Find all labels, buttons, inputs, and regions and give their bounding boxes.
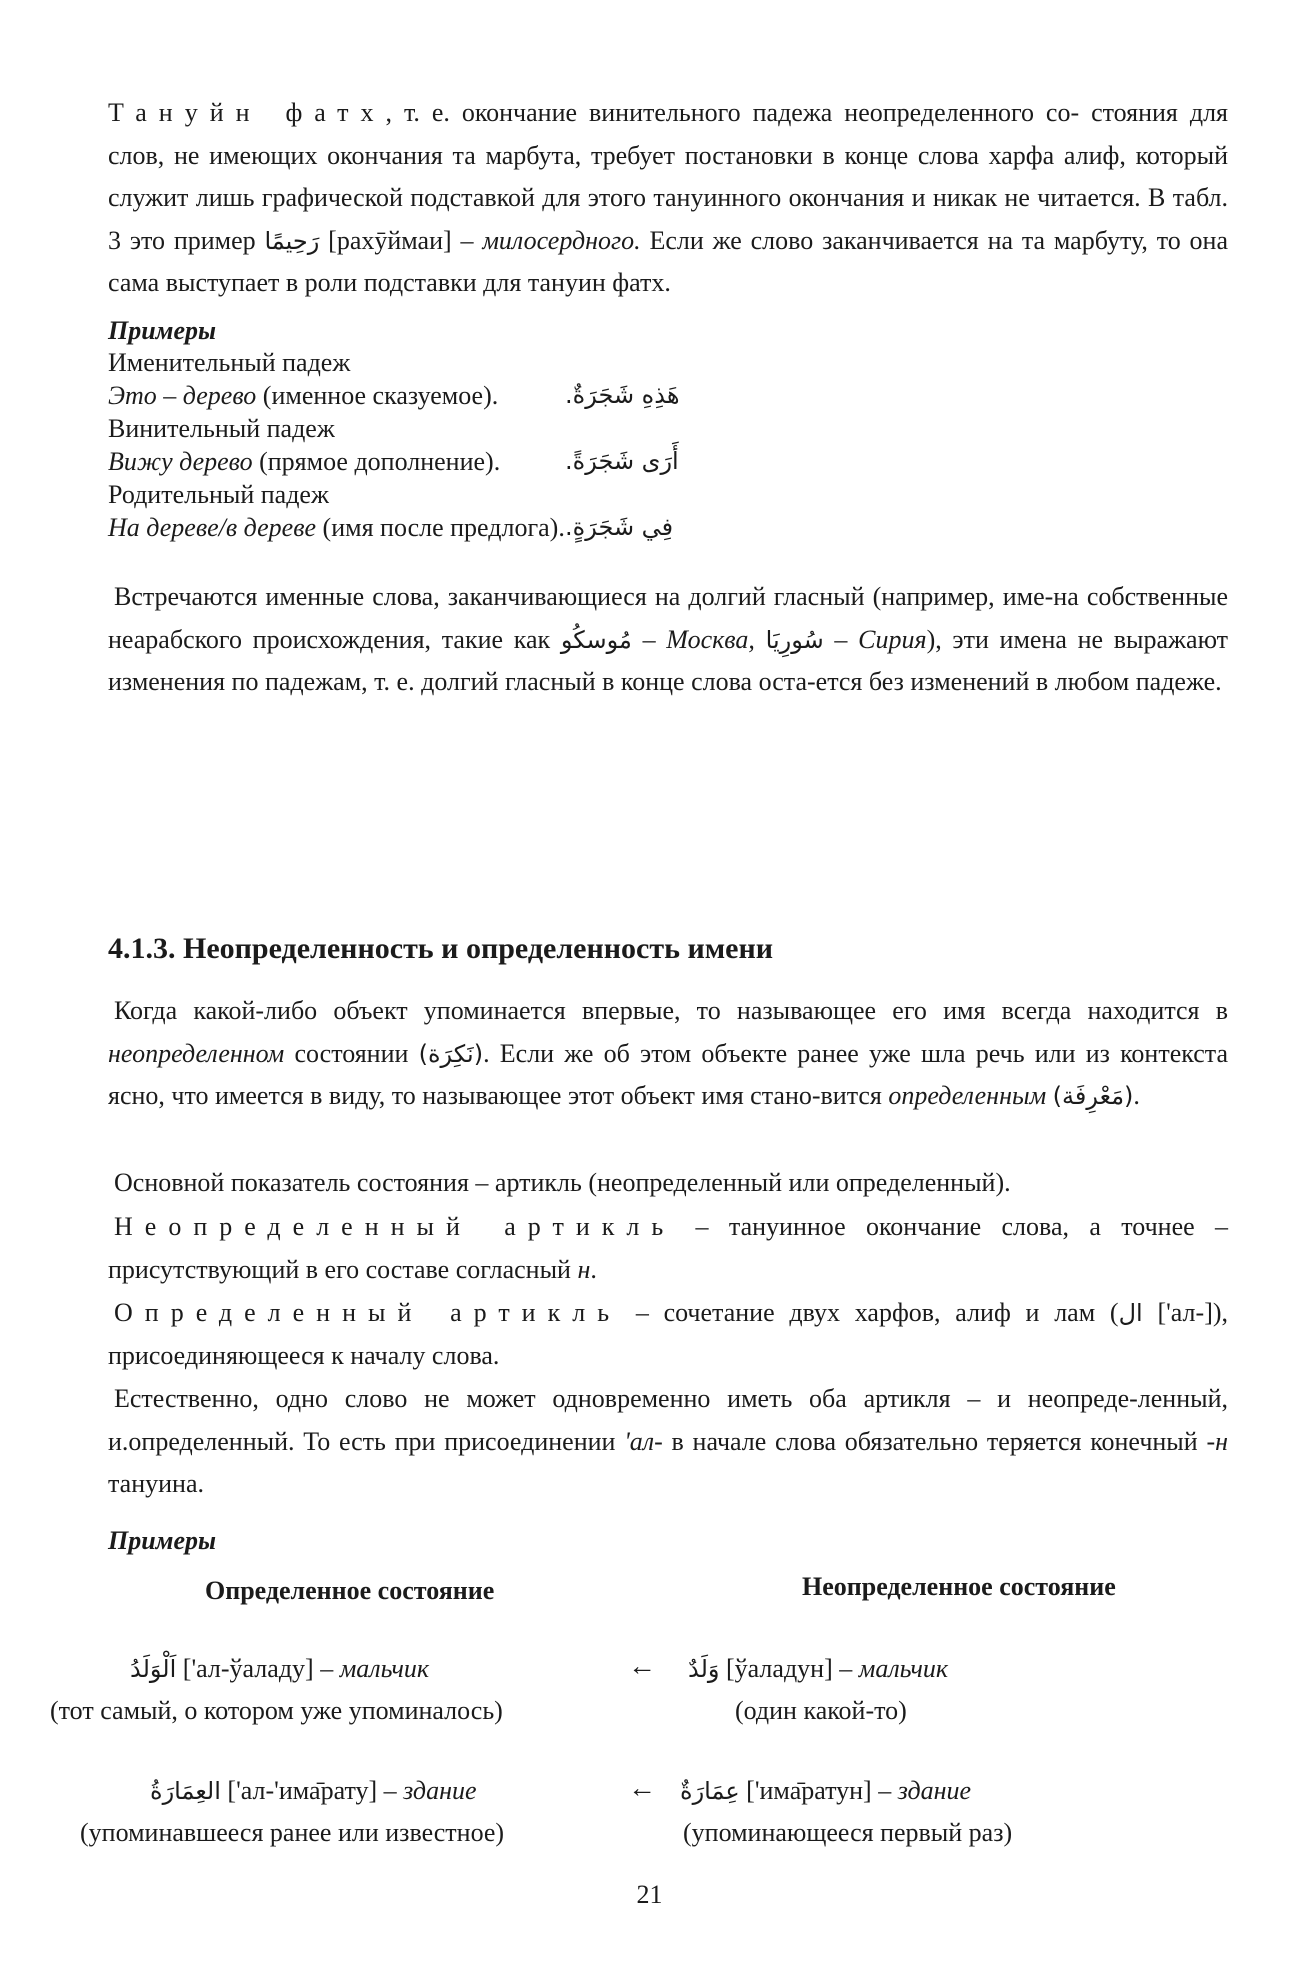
arabic-genitive: فِي شَجَرَةٍ.	[565, 513, 674, 541]
term-definite-article: Определенный артикль	[114, 1298, 622, 1327]
paragraph-indefinite-article	[108, 1206, 1228, 1291]
paragraph-definite-article	[108, 1292, 1228, 1377]
para7-n: -н	[1206, 1426, 1229, 1456]
row2-definite	[150, 1776, 477, 1806]
example-nominative	[108, 381, 498, 411]
arabic-accusative: أَرَى شَجَرَةً.	[565, 447, 679, 475]
row2-definite-arabic: العِمَارَةُ	[150, 1777, 221, 1805]
term-indefinite-article: Неопределенный артикль	[114, 1212, 676, 1241]
example-accusative-note: (прямое дополнение).	[252, 447, 501, 476]
paragraph-tanwin-fath	[108, 92, 1228, 305]
para7-c: тануина.	[108, 1469, 205, 1498]
row2-indefinite	[680, 1776, 971, 1806]
arabic-moscow: مُوسكُو	[560, 625, 632, 654]
column-indefinite-state: Неопределенное состояние	[802, 1572, 1116, 1601]
para3-b: состоянии	[294, 1038, 409, 1068]
para1-tail: Если же слово заканчивается на та марбуту, то она сама выступает в роли подставки для тануин фатх.	[108, 225, 1229, 297]
row2-indefinite-translit: ['има̄ратун]	[746, 1776, 872, 1805]
row1-definite	[130, 1654, 429, 1684]
row2-definite-note: (упоминавшееся ранее или известное)	[80, 1818, 505, 1847]
arabic-syria: سُورِيَا	[765, 625, 824, 654]
term-indefinite: неопределенном	[108, 1038, 285, 1068]
para7-b: в начале слова обязательно теряется конечный	[671, 1426, 1198, 1456]
example-genitive	[108, 513, 565, 543]
paragraph-article	[108, 1162, 1228, 1205]
page-number: 21	[636, 1880, 663, 1909]
case-label-nominative: Именительный падеж	[108, 348, 351, 377]
para1-line1: , т. е. окончание винительного падежа неопределенного со-	[385, 98, 1080, 127]
para2-b: ), эти имена не выражают изменения по падежам, т. е. долгий гласный в конце слова оста-ется без изменений в любом падеже.	[108, 624, 1229, 696]
row1-indefinite-translit: [ўаладун]	[726, 1654, 833, 1683]
term-definite: определенным	[888, 1081, 1047, 1110]
term-tanwin-fath: Тануйн фатх	[108, 98, 386, 127]
para7-al: 'ал-	[624, 1426, 663, 1456]
section-title: 4.1.3. Неопределенность и определенность имени	[108, 932, 774, 965]
paragraph-long-vowel	[108, 576, 1228, 704]
arrow-left-icon: ←	[628, 1773, 656, 1804]
example-genitive-note: (имя после предлога).	[316, 513, 565, 542]
arabic-al: ال	[1118, 1299, 1143, 1327]
row1-indefinite	[688, 1654, 948, 1684]
row1-indefinite-note: (один какой-то)	[735, 1696, 907, 1725]
para1-body: стояния для слов, не имеющих окончания та марбута, требует постановки в конце слова харфа алиф, который служит лишь графической подставкой для этого тануинного окончания и никак не читается. В табл. 3 это пример	[108, 98, 1228, 255]
para3-c: . Если же об этом объекте ранее уже шла речь или из контекста ясно, что имеется в виду, то называющее этот объект имя стано-вится	[108, 1038, 1228, 1110]
dash: –	[460, 225, 474, 255]
arabic-nakira: (نَكِرَة)	[418, 1039, 484, 1068]
para5-rest: – тануинное окончание слова, а точнее – присутствующий в его составе согласный	[108, 1212, 1228, 1284]
examples-heading: Примеры	[108, 316, 217, 345]
para2-a: Встречаются именные слова, заканчивающиеся на долгий гласный (например, име-на собственные неарабского происхождения, такие как	[108, 582, 1228, 654]
transliteration: [рахӯймаи]	[328, 225, 452, 255]
example-nominative-note: (именное сказуемое).	[256, 381, 499, 410]
column-definite-state: Определенное состояние	[205, 1576, 495, 1605]
example-accusative-italic: Вижу дерево	[108, 447, 253, 476]
meaning: милосердного.	[482, 225, 641, 255]
row2-definite-meaning: – здание	[383, 1776, 477, 1805]
meaning-syria: – Сирия	[834, 624, 927, 654]
arabic-marifa: (مَعْرِفَة)	[1052, 1082, 1134, 1110]
paragraph-both-articles	[108, 1378, 1228, 1506]
para3-d: .	[1133, 1081, 1140, 1110]
row2-indefinite-meaning: – здание	[878, 1776, 972, 1805]
para5-end: .	[590, 1254, 597, 1284]
meaning-moscow: – Москва,	[642, 624, 755, 654]
para7-a: Естественно, одно слово не может одновременно иметь оба артикля – и неопреде-ленный, и.определенный. То есть при присоединении	[108, 1384, 1228, 1456]
para6-end: ['ал-]), присоединяющееся к началу слова.	[108, 1298, 1229, 1370]
arrow-left-icon: ←	[628, 1651, 656, 1682]
row2-indefinite-arabic: عِمَارَةٌ	[680, 1777, 740, 1805]
case-label-genitive: Родительный падеж	[108, 480, 329, 509]
row2-indefinite-note: (упоминающееся первый раз)	[683, 1818, 1013, 1847]
para6-rest: – сочетание двух харфов, алиф и лам (	[621, 1298, 1119, 1327]
row1-definite-arabic: اَلْوَلَدُ	[130, 1655, 177, 1683]
paragraph-indefinite-definite	[108, 990, 1228, 1118]
examples2-heading: Примеры	[108, 1526, 217, 1555]
row1-indefinite-arabic: وَلَدٌ	[688, 1655, 720, 1683]
row1-definite-translit: ['ал-ўаладу]	[182, 1654, 314, 1683]
para5-italic: н	[577, 1254, 591, 1284]
example-genitive-italic: На дереве/в дереве	[108, 513, 317, 542]
case-label-accusative: Винительный падеж	[108, 414, 335, 443]
example-nominative-italic: Это – дерево	[108, 381, 257, 410]
example-accusative	[108, 447, 500, 477]
arabic-nominative: هَذِهِ شَجَرَةٌ.	[565, 381, 680, 409]
para3-a: Когда какой-либо объект упоминается впервые, то называющее его имя всегда находится в	[114, 996, 1228, 1025]
row2-definite-translit: ['ал-'има̄рату]	[227, 1776, 378, 1805]
row1-definite-meaning: – мальчик	[320, 1654, 430, 1683]
row1-definite-note: (тот самый, о котором уже упоминалось)	[50, 1696, 503, 1725]
arabic-example: رَحِيمًا	[264, 226, 320, 255]
para4: Основной показатель состояния – артикль (неопределенный или определенный).	[114, 1168, 1011, 1197]
row1-indefinite-meaning: – мальчик	[839, 1654, 949, 1683]
